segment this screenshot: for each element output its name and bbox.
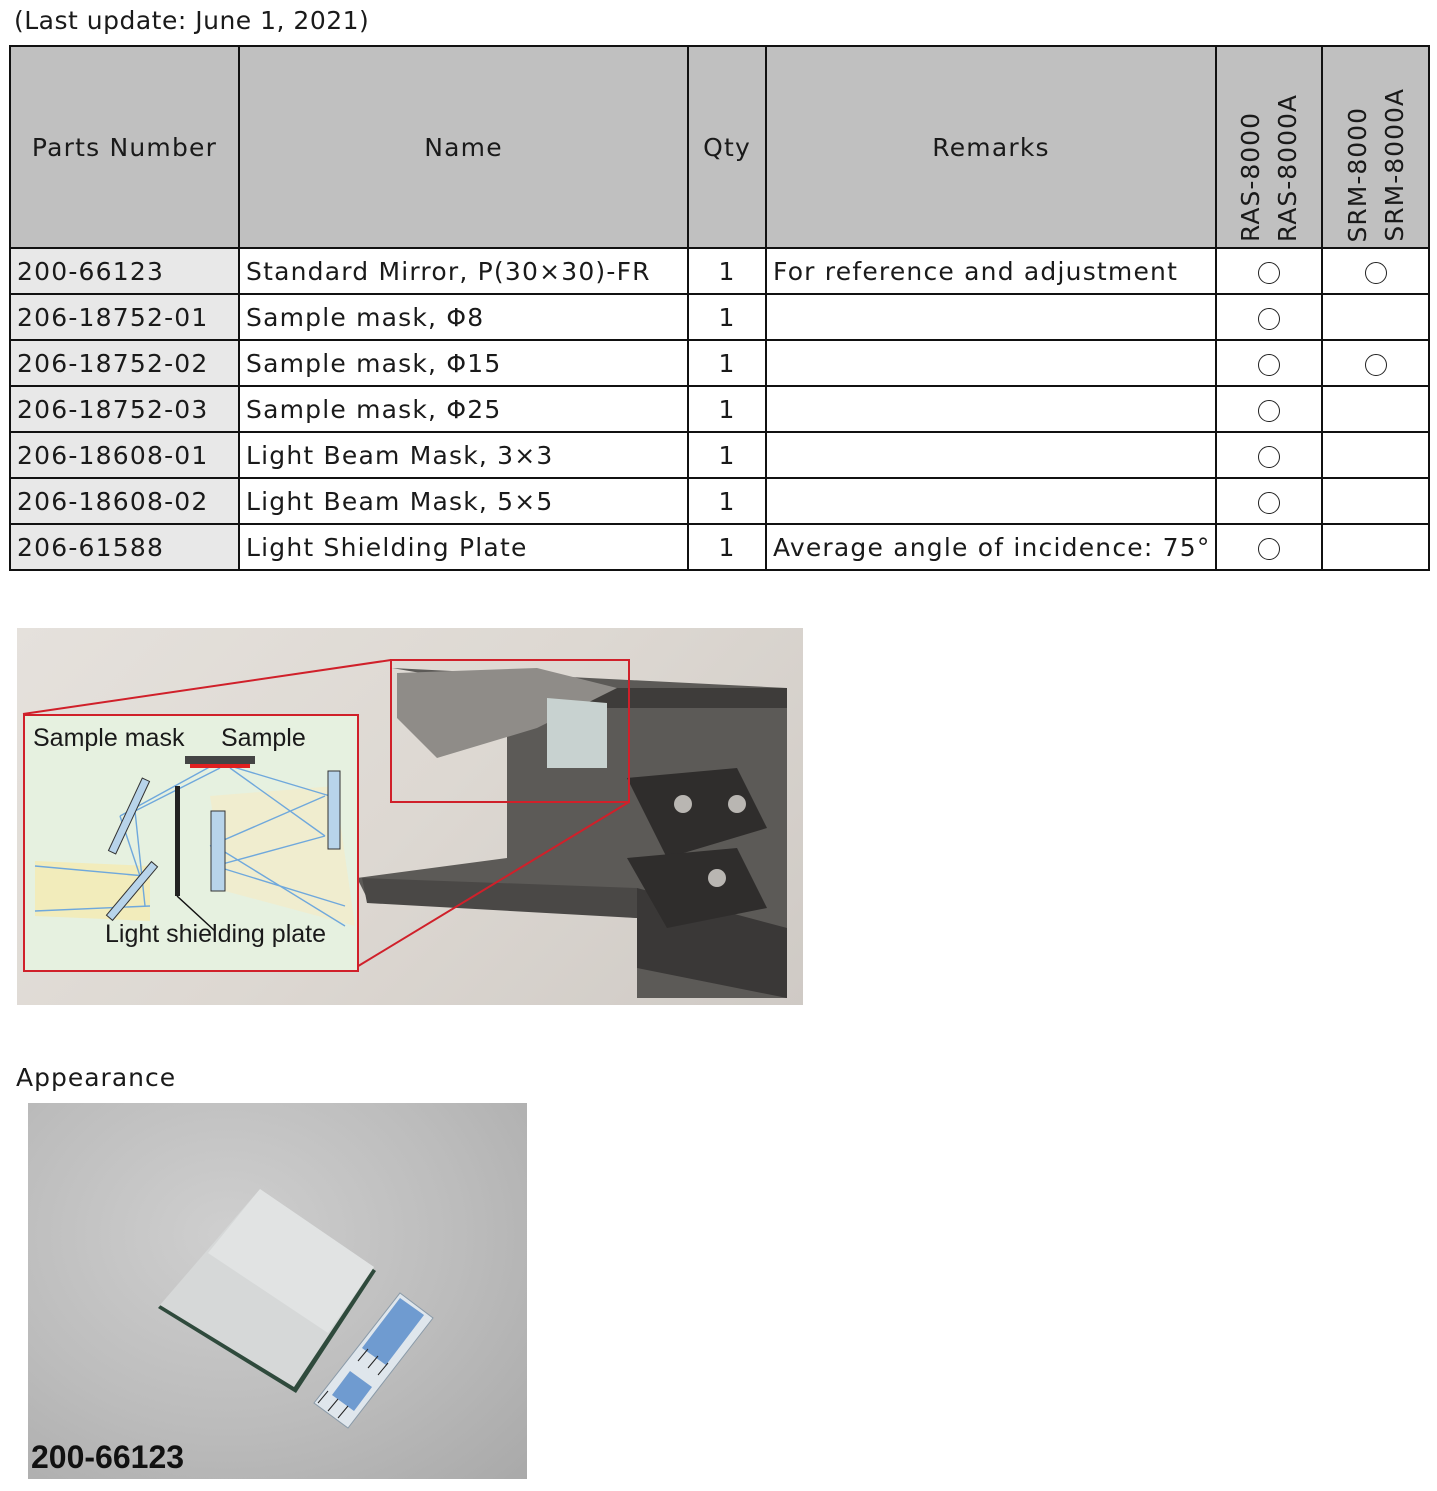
cell-ras-compatibility	[1216, 478, 1322, 524]
cell-parts-number: 206-18608-02	[10, 478, 239, 524]
compatible-mark-icon	[1258, 308, 1280, 330]
compatible-mark-icon	[1258, 446, 1280, 468]
cell-name: Light Shielding Plate	[239, 524, 688, 570]
label-light-shielding-plate: Light shielding plate	[105, 920, 326, 948]
cell-parts-number: 206-18752-03	[10, 386, 239, 432]
cell-qty: 1	[688, 478, 766, 524]
cell-name: Light Beam Mask, 3×3	[239, 432, 688, 478]
cell-qty: 1	[688, 386, 766, 432]
cell-srm-compatibility	[1322, 524, 1429, 570]
compatible-mark-icon	[1258, 354, 1280, 376]
cell-ras-compatibility	[1216, 432, 1322, 478]
cell-remarks	[766, 386, 1216, 432]
table-row	[10, 478, 1429, 524]
appearance-heading: Appearance	[16, 1063, 177, 1092]
standard-mirror-photo	[28, 1103, 527, 1479]
cell-srm-compatibility	[1322, 478, 1429, 524]
label-sample: Sample	[221, 724, 306, 752]
cell-parts-number: 206-18752-01	[10, 294, 239, 340]
parts-table	[9, 45, 1430, 571]
compatible-mark-icon	[1365, 262, 1387, 284]
table-header-row	[10, 46, 1429, 248]
cell-ras-compatibility	[1216, 524, 1322, 570]
last-update-note: (Last update: June 1, 2021)	[14, 6, 370, 35]
cell-qty: 1	[688, 248, 766, 294]
header-remarks: Remarks	[766, 46, 1216, 248]
cell-qty: 1	[688, 432, 766, 478]
cell-ras-compatibility	[1216, 340, 1322, 386]
cell-parts-number: 206-18608-01	[10, 432, 239, 478]
header-ras-8000: RAS-8000	[1236, 112, 1265, 242]
header-srm-8000a: SRM-8000A	[1379, 88, 1409, 242]
cell-name: Sample mask, Φ25	[239, 386, 688, 432]
header-ras-8000a: RAS-8000A	[1273, 93, 1302, 242]
table-row	[10, 248, 1429, 294]
cell-srm-compatibility	[1322, 432, 1429, 478]
compatible-mark-icon	[1258, 538, 1280, 560]
cell-qty: 1	[688, 524, 766, 570]
cell-name: Light Beam Mask, 5×5	[239, 478, 688, 524]
cell-remarks: Average angle of incidence: 75°	[766, 524, 1216, 570]
cell-name: Standard Mirror, P(30×30)-FR	[239, 248, 688, 294]
table-row	[10, 340, 1429, 386]
cell-name: Sample mask, Φ15	[239, 340, 688, 386]
header-name: Name	[239, 46, 688, 248]
cell-ras-compatibility	[1216, 248, 1322, 294]
cell-parts-number: 206-61588	[10, 524, 239, 570]
table-row	[10, 386, 1429, 432]
cell-srm-compatibility	[1322, 386, 1429, 432]
compatible-mark-icon	[1365, 354, 1387, 376]
optics-diagram-figure	[17, 628, 803, 1005]
cell-ras-compatibility	[1216, 294, 1322, 340]
parts-table-body	[10, 248, 1429, 570]
compatible-mark-icon	[1258, 262, 1280, 284]
cell-ras-compatibility	[1216, 386, 1322, 432]
mirror-and-ruler-illustration	[28, 1103, 527, 1479]
cell-srm-compatibility	[1322, 248, 1429, 294]
table-row	[10, 294, 1429, 340]
optics-inset	[23, 714, 359, 972]
compatible-mark-icon	[1258, 400, 1280, 422]
label-sample-mask: Sample mask	[33, 724, 185, 752]
cell-remarks	[766, 432, 1216, 478]
header-parts-number: Parts Number	[10, 46, 239, 248]
cell-remarks	[766, 340, 1216, 386]
cell-parts-number: 206-18752-02	[10, 340, 239, 386]
cell-remarks	[766, 294, 1216, 340]
cell-qty: 1	[688, 294, 766, 340]
header-qty: Qty	[688, 46, 766, 248]
cell-srm-compatibility	[1322, 294, 1429, 340]
photo-part-number-caption: 200-66123	[31, 1439, 185, 1475]
cell-parts-number: 200-66123	[10, 248, 239, 294]
cell-qty: 1	[688, 340, 766, 386]
compatible-mark-icon	[1258, 492, 1280, 514]
cell-remarks	[766, 478, 1216, 524]
table-row	[10, 432, 1429, 478]
header-srm-models	[1322, 46, 1429, 248]
table-row	[10, 524, 1429, 570]
cell-name: Sample mask, Φ8	[239, 294, 688, 340]
cell-remarks: For reference and adjustment	[766, 248, 1216, 294]
header-srm-8000: SRM-8000	[1342, 106, 1372, 242]
header-ras-models	[1216, 46, 1322, 248]
cell-srm-compatibility	[1322, 340, 1429, 386]
